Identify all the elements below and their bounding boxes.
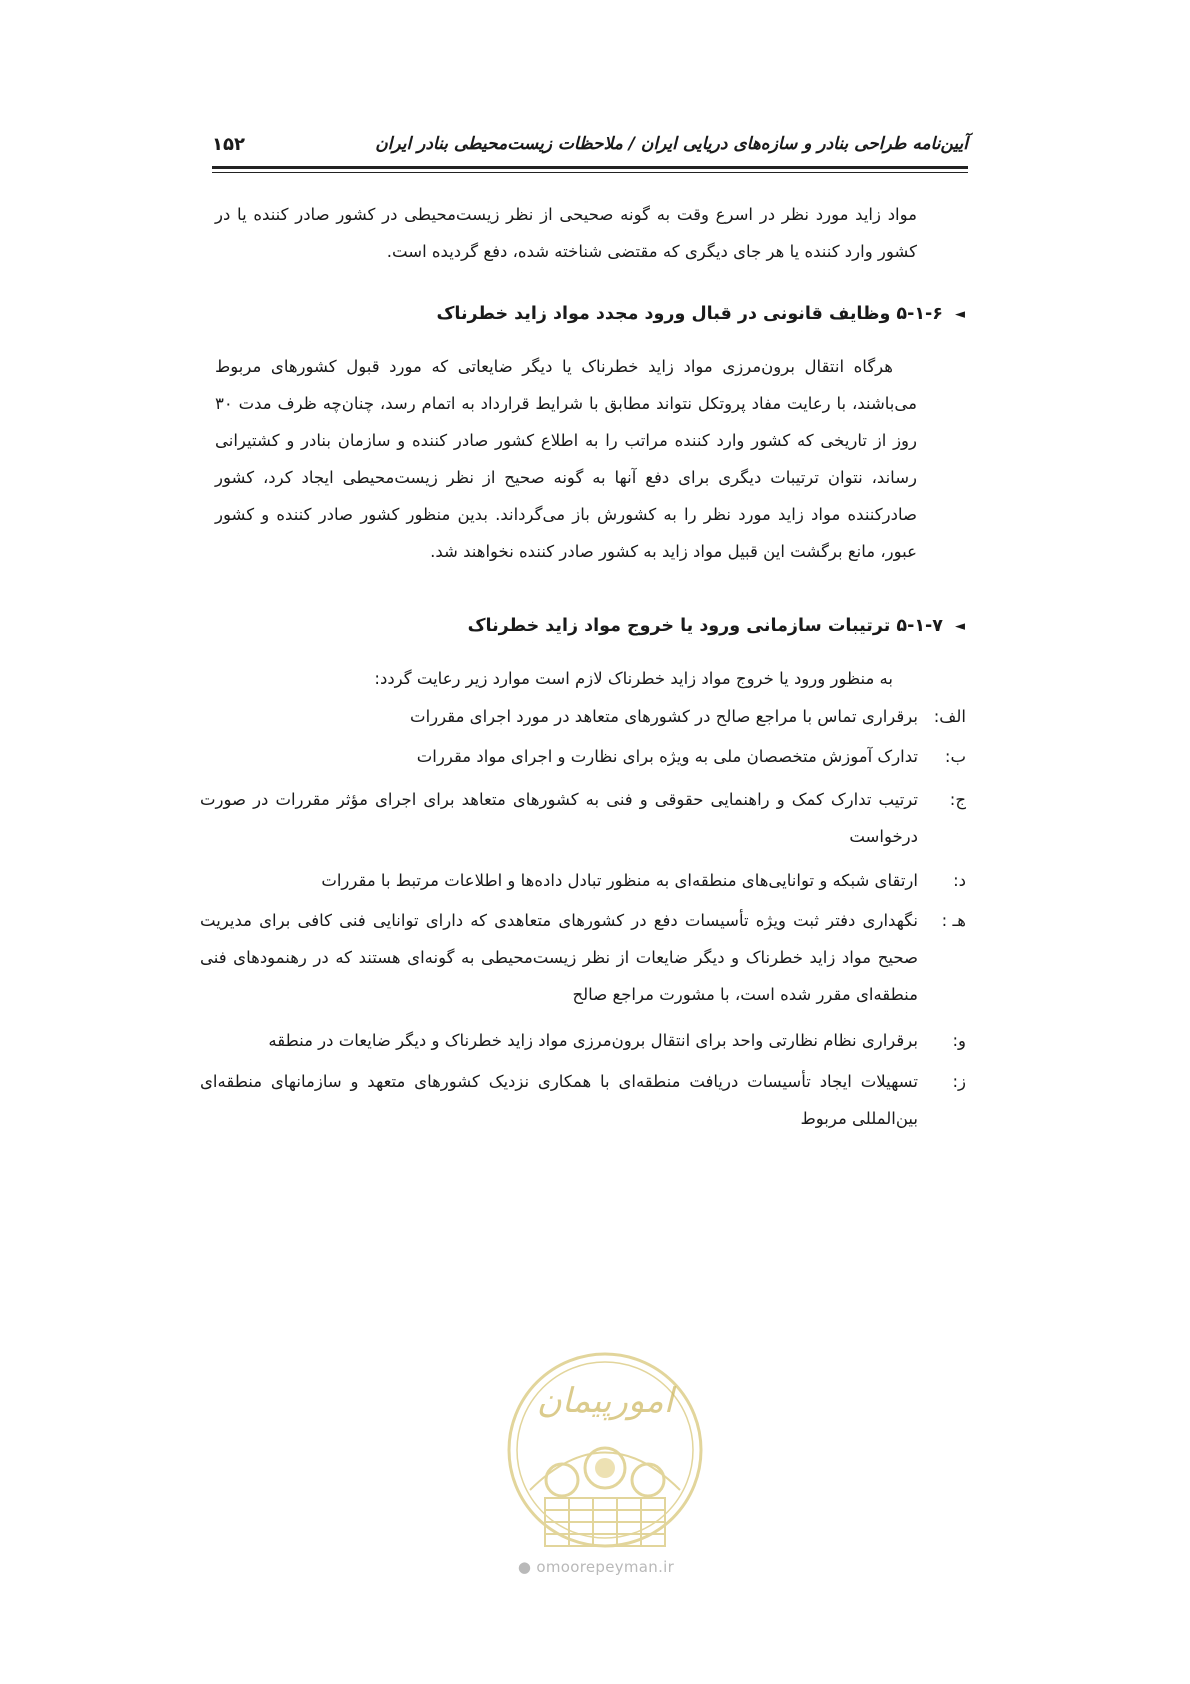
section-7-intro-block (215, 660, 917, 697)
list-item-text: برقراری تماس با مراجع صالح در کشورهای متعاهد در مورد اجرای مقررات (410, 707, 918, 726)
watermark-site-text: omoorepeyman.ir (536, 1558, 675, 1576)
section-7-title: ۵-۱-۷ ترتیبات سازمانی ورود یا خروج مواد زاید خطرناک (467, 616, 943, 636)
list-item-label: ز: (952, 1072, 966, 1091)
list-item-label: ج: (949, 790, 966, 809)
bullet-triangle-icon: ◄ (955, 619, 965, 634)
intro-paragraph-block (215, 196, 917, 270)
section-6-body (215, 348, 917, 570)
list-item-label: و: (952, 1031, 966, 1050)
watermark-logo-text: امورپیمان (536, 1381, 674, 1421)
section-7-intro: به منظور ورود یا خروج مواد زاید خطرناک لازم است موارد زیر رعایت گردد: (374, 669, 893, 688)
list-item-label: د: (953, 871, 966, 890)
list-item (200, 1022, 966, 1059)
list-item-label: ب: (944, 747, 966, 766)
intro-paragraph: مواد زاید مورد نظر در اسرع وقت به گونه صحیحی از نظر زیست‌محیطی در کشور صادر کننده یا در کشور وارد کننده یا هر جای دیگری که مقتضی شناخته شده، دفع گردیده است. (215, 205, 917, 261)
running-header (212, 126, 968, 174)
watermark-site-url: ● omoorepeyman.ir (517, 1558, 675, 1576)
list-item-text: ارتقای شبکه و توانایی‌های منطقه‌ای به منظور تبادل داده‌ها و اطلاعات مرتبط با مقررات (321, 871, 918, 890)
list-item (260, 698, 966, 735)
list-item-label: هـ : (941, 911, 966, 930)
page-number: ۱۵۲ (212, 134, 245, 155)
header-rule-thick (212, 166, 968, 169)
list-item (200, 1063, 966, 1143)
bullet-triangle-icon: ◄ (955, 307, 965, 322)
section-6-paragraph: هرگاه انتقال برون‌مرزی مواد زاید خطرناک یا دیگر ضایعاتی که مورد قبول کشورهای مربوط می‌باشند، با رعایت مفاد پروتکل نتواند مطابق با شرایط قرارداد به اتمام رسد، چنان‌چه ظرف مدت ۳۰ روز از تاریخی که کشور وارد کننده مراتب را به اطلاع کشور صادر کننده و سازمان بنادر و کشتیرانی رساند، نتوان ترتیبات دیگری برای دفع آنها به گونه صحیح از نظر زیست‌محیطی ایجاد کرد، کشور صادرکننده مواد زاید مورد نظر را به کشورش باز می‌گرداند. بدین منظور کشور صادر کننده و کشور عبور، مانع برگشت این قبیل مواد زاید به کشور صادر کننده نخواهند شد. (215, 357, 917, 561)
list-item (200, 862, 966, 899)
header-rule-thin (212, 172, 968, 173)
list-item (200, 781, 966, 861)
list-item-text: نگهداری دفتر ثبت ویژه تأسیسات دفع در کشورهای متعاهدی که دارای توانایی فنی کافی برای مدیریت صحیح مواد زاید خطرناک و دیگر ضایعات از نظر زیست‌محیطی به گونه‌ای هستند که در رهنمودهای فنی منطقه‌ای مقرر شده است، با مشورت مراجع صالح (200, 911, 918, 1004)
list-item (260, 738, 966, 775)
list-item-text: تسهیلات ایجاد تأسیسات دریافت منطقه‌ای با همکاری نزدیک کشورهای متعهد و سازمانهای منطقه‌ای بین‌المللی مربوط (200, 1072, 918, 1128)
section-6-heading (436, 304, 965, 324)
section-7-heading (468, 616, 965, 636)
section-6-title: ۵-۱-۶ وظایف قانونی در قبال ورود مجدد مواد زاید خطرناک (436, 304, 943, 324)
list-item-text: ترتیب تدارک کمک و راهنمایی حقوقی و فنی به کشورهای متعاهد برای اجرای مؤثر مقررات در صورت درخواست (200, 790, 918, 846)
list-item (200, 902, 966, 1022)
list-item-text: برقراری نظام نظارتی واحد برای انتقال برون‌مرزی مواد زاید خطرناک و دیگر ضایعات در منطقه (268, 1031, 918, 1050)
header-title: آیین‌نامه طراحی بنادر و سازه‌های دریایی ایران / ملاحظات زیست‌محیطی بنادر ایران (375, 134, 968, 154)
list-item-label: الف: (933, 707, 966, 726)
watermark-seal-logo (490, 1340, 720, 1570)
list-item-text: تدارک آموزش متخصصان ملی به ویژه برای نظارت و اجرای مواد مقررات (416, 747, 918, 766)
